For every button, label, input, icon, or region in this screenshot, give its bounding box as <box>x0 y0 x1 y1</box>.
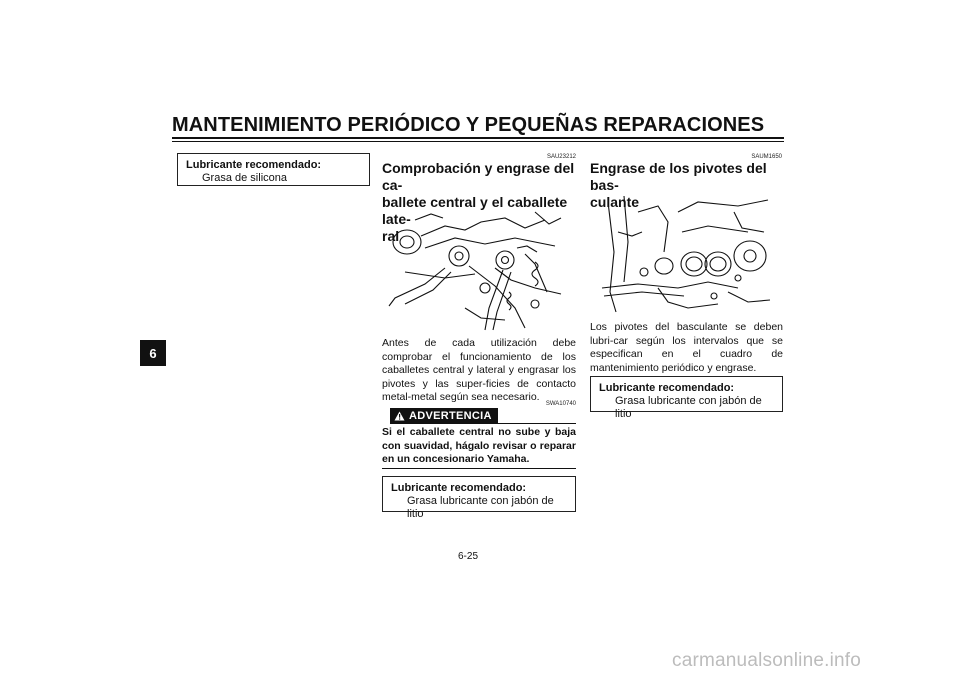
warning-bottom-rule <box>382 468 576 469</box>
title-rule <box>172 137 784 139</box>
warning-badge <box>390 408 498 424</box>
section-code: SAU23212 <box>546 154 576 160</box>
warning-text: Si el caballete central no sube y baja con suavidad, hágalo revisar o reparar en un concesionario Yamaha. <box>382 426 576 465</box>
lubricant-box-swingarm <box>590 376 783 420</box>
chapter-tab: 6 <box>140 340 166 366</box>
section-title-line: ral <box>382 228 400 244</box>
lubricant-box-heading: Lubricante recomendado: <box>599 382 735 394</box>
lubricant-box-silicone <box>177 153 370 186</box>
section-body-stands: Antes de cada utilización debe comprobar el funcionamiento de los caballetes central y lateral y engrasar los pivotes y las super-ficies de contacto metal-metal según sea necesario. <box>382 337 576 403</box>
lubricant-box-value: Grasa de silicona <box>202 172 287 184</box>
warning-label: ADVERTENCIA <box>409 410 492 422</box>
lubricant-box-value: Grasa lubricante con jabón de litio <box>615 395 762 420</box>
warning-code: SWA10740 <box>545 401 576 407</box>
section-title-line: culante <box>590 194 640 210</box>
stand-illustration <box>385 208 565 332</box>
warning-triangle-icon <box>394 411 405 421</box>
section-code: SAUM1650 <box>751 154 782 160</box>
section-title-line: Engrase de los pivotes del bas- <box>590 160 767 193</box>
lubricant-box-stands <box>382 476 576 520</box>
section-title-line: ballete central y el caballete late- <box>382 194 568 227</box>
warning-rule <box>493 423 576 424</box>
swingarm-illustration <box>598 192 774 316</box>
section-title-line: Comprobación y engrase del ca- <box>382 160 575 193</box>
lubricant-box-value: Grasa lubricante con jabón de litio <box>407 495 554 520</box>
section-body-swingarm: Los pivotes del basculante se deben lubri-car según los intervalos que se especifican en el cuadro de mantenimiento periódico y engrase. <box>590 321 783 374</box>
title-rule-thin <box>172 141 784 142</box>
watermark: carmanualsonline.info <box>672 650 862 671</box>
page-title: MANTENIMIENTO PERIÓDICO Y PEQUEÑAS REPARACIONES <box>172 114 765 136</box>
lubricant-box-heading: Lubricante recomendado: <box>186 159 322 171</box>
lubricant-box-heading: Lubricante recomendado: <box>391 482 527 494</box>
page-number: 6-25 <box>458 551 479 562</box>
